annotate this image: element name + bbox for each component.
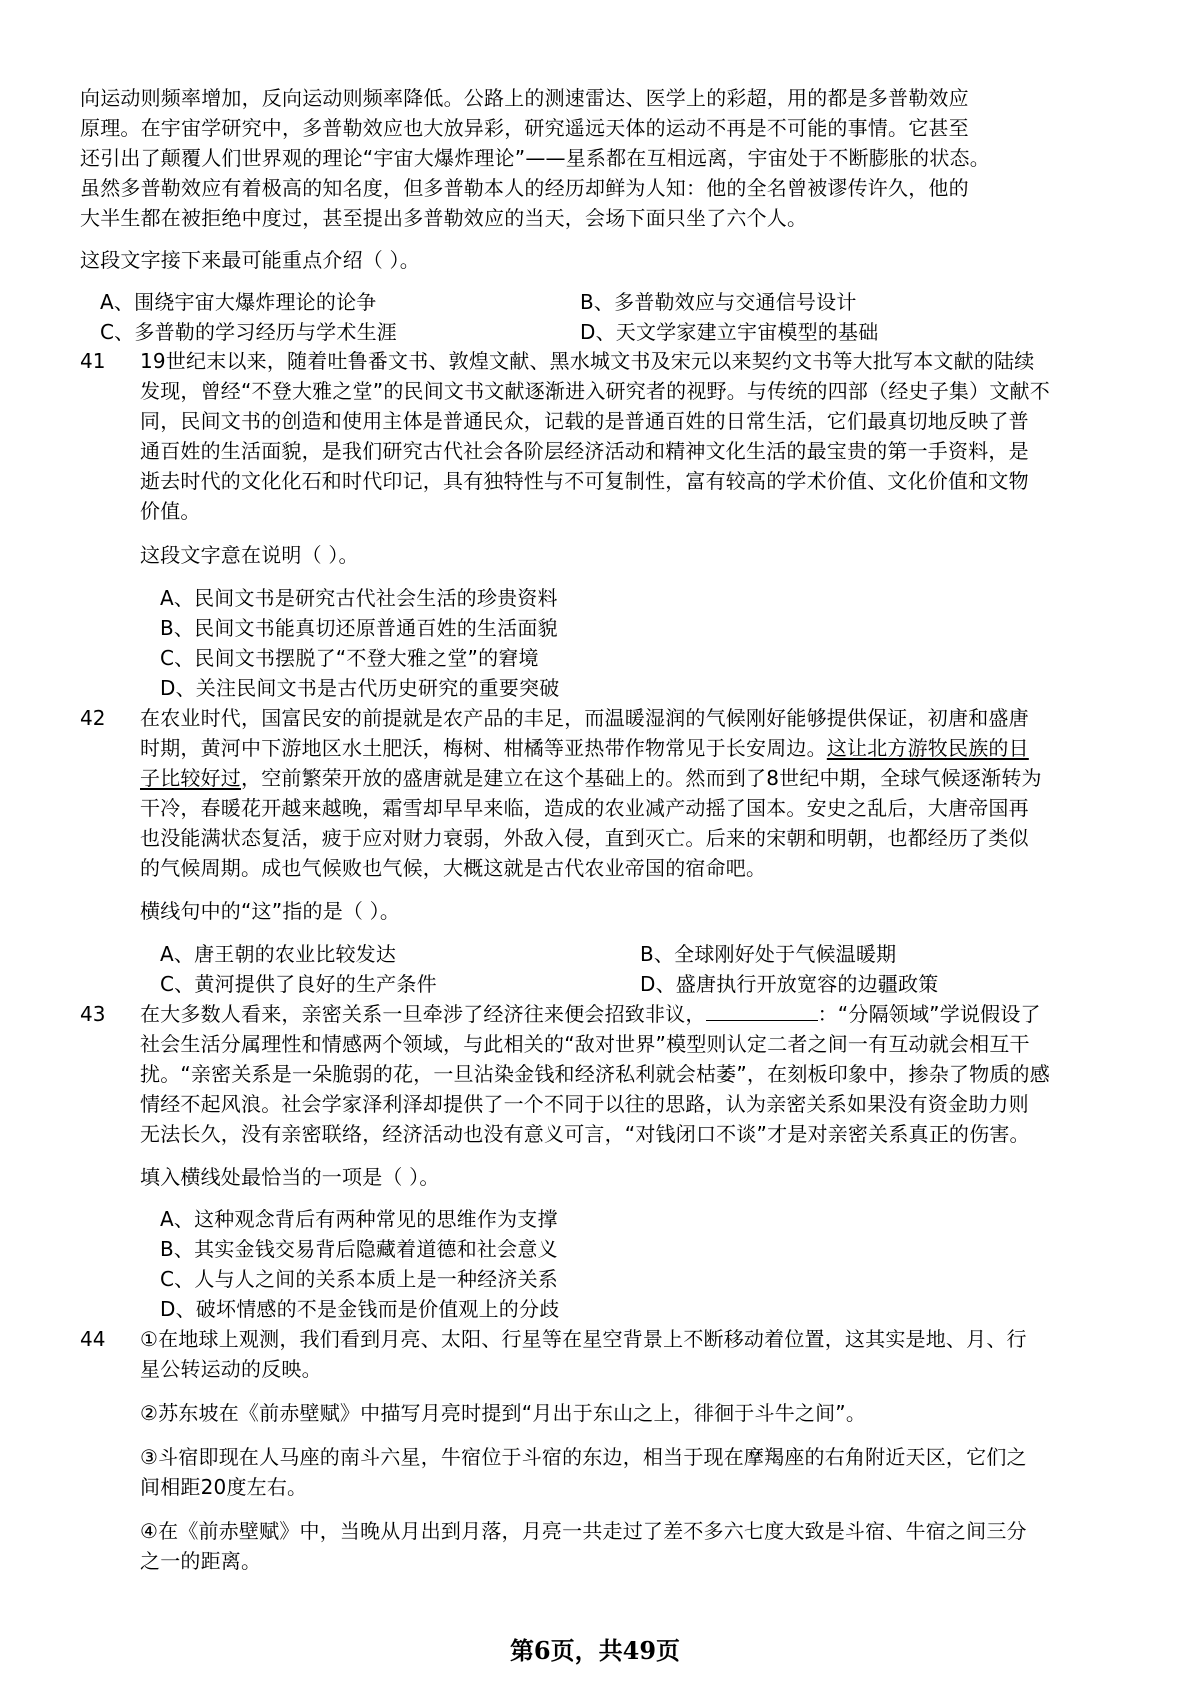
passage-line: 原理。在宇宙学研究中，多普勒效应也大放异彩，研究遥远天体的运动不再是不可能的事情。它甚至 [80,116,969,140]
passage-line: 社会生活分属理性和情感两个领域，与此相关的“敌对世界”模型则认定二者之间一有互动就会相互干 [140,1032,1030,1056]
option-a: A、围绕宇宙大爆炸理论的论争 [100,290,377,314]
option-a: A、唐王朝的农业比较发达 [160,942,397,966]
passage-line: 发现，曾经“不登大雅之堂”的民间文书文献逐渐进入研究者的视野。与传统的四部（经史子集）文献不 [140,379,1050,403]
option-a: A、民间文书是研究古代社会生活的珍贵资料 [160,586,558,610]
option-c: C、民间文书摆脱了“不登大雅之堂”的窘境 [160,646,539,670]
option-b: B、多普勒效应与交通信号设计 [580,290,857,314]
underlined-sentence: 这让北方游牧民族的日 [826,736,1029,760]
passage-line: 无法长久，没有亲密联络，经济活动也没有意义可言，“对钱闭口不谈”才是对亲密关系真正的伤害。 [140,1122,1030,1146]
sentence-1: 星公转运动的反映。 [140,1357,322,1381]
option-d: D、盛唐执行开放宽容的边疆政策 [640,972,939,996]
sentence-2: ②苏东坡在《前赤壁赋》中描写月亮时提到“月出于东山之上，徘徊于斗牛之间”。 [140,1401,867,1425]
passage-line: 通百姓的生活面貌，是我们研究古代社会各阶层经济活动和精神文化生活的最宝贵的第一手资料，是 [140,439,1029,463]
passage-line: 大半生都在被拒绝中度过，甚至提出多普勒效应的当天，会场下面只坐了六个人。 [80,206,808,230]
passage-line: 的气候周期。成也气候败也气候，大概这就是古代农业帝国的宿命吧。 [140,856,767,880]
question-number: 41 [80,349,106,373]
sentence-3: ③斗宿即现在人马座的南斗六星，牛宿位于斗宿的东边，相当于现在摩羯座的右角附近天区，它们之 [140,1445,1027,1469]
sentence-4: ④在《前赤壁赋》中，当晚从月出到月落，月亮一共走过了差不多六七度大致是斗宿、牛宿之间三分 [140,1519,1027,1543]
passage-line: 逝去时代的文化化石和时代印记，具有独特性与不可复制性，富有较高的学术价值、文化价值和文物 [140,469,1029,493]
passage-line: 19世纪末以来，随着吐鲁番文书、敦煌文献、黑水城文书及宋元以来契约文书等大批写本文献的陆续 [140,349,1035,373]
question-prompt: 填入横线处最恰当的一项是（ ）。 [140,1165,440,1189]
passage-line [140,734,1029,762]
passage-line: 扰。“亲密关系是一朵脆弱的花，一旦沾染金钱和经济私利就会枯萎”，在刻板印象中，掺杂了物质的感 [140,1062,1050,1086]
question-number: 44 [80,1327,106,1351]
option-c: C、人与人之间的关系本质上是一种经济关系 [160,1267,558,1291]
passage-line: 价值。 [140,499,201,523]
question-prompt: 横线句中的“这”指的是（ ）。 [140,899,401,923]
passage-line: 虽然多普勒效应有着极高的知名度，但多普勒本人的经历却鲜为人知：他的全名曾被谬传许久，他的 [80,176,969,200]
option-d: D、破坏情感的不是金钱而是价值观上的分歧 [160,1297,560,1321]
option-d: D、天文学家建立宇宙模型的基础 [580,320,879,344]
sentence-4: 之一的距离。 [140,1549,262,1573]
passage-text: 在大多数人看来，亲密关系一旦牵涉了经济往来便会招致非议， [140,1002,706,1026]
passage-line [140,1000,1041,1028]
passage-text: 时期，黄河中下游地区水土肥沃，梅树、柑橘等亚热带作物常见于长安周边。 [140,736,827,760]
passage-line: 还引出了颠覆人们世界观的理论“宇宙大爆炸理论”——星系都在互相远离，宇宙处于不断膨胀的状态。 [80,146,990,170]
option-c: C、黄河提供了良好的生产条件 [160,972,437,996]
passage-text: ：“分隔领域”学说假设了 [817,1002,1041,1026]
option-a: A、这种观念背后有两种常见的思维作为支撑 [160,1207,558,1231]
page-number: 第6页，共49页 [509,1636,681,1665]
passage-text: ，空前繁荣开放的盛唐就是建立在这个基础上的。然而到了8世纪中期，全球气候逐渐转为 [241,766,1042,790]
question-prompt: 这段文字意在说明（ ）。 [140,543,359,567]
passage-line: 情经不起风浪。社会学家泽利泽却提供了一个不同于以往的思路，认为亲密关系如果没有资金助力则 [140,1092,1029,1116]
option-b: B、民间文书能真切还原普通百姓的生活面貌 [160,616,558,640]
question-number: 43 [80,1002,106,1026]
option-c: C、多普勒的学习经历与学术生涯 [100,320,397,344]
sentence-1: ①在地球上观测，我们看到月亮、太阳、行星等在星空背景上不断移动着位置，这其实是地、月、行 [140,1327,1027,1351]
question-prompt: 这段文字接下来最可能重点介绍（ ）。 [80,248,420,272]
passage-line: 同，民间文书的创造和使用主体是普通民众，记载的是普通百姓的日常生活，它们最真切地反映了普 [140,409,1029,433]
passage-line: 干冷，春暖花开越来越晚，霜雪却早早来临，造成的农业减产动摇了国本。安史之乱后，大唐帝国再 [140,796,1029,820]
fill-blank [706,1000,818,1021]
option-b: B、其实金钱交易背后隐藏着道德和社会意义 [160,1237,558,1261]
underlined-sentence: 子比较好过 [140,766,241,790]
question-number: 42 [80,706,106,730]
passage-line: 向运动则频率增加，反向运动则频率降低。公路上的测速雷达、医学上的彩超，用的都是多普勒效应 [80,86,969,110]
option-d: D、关注民间文书是古代历史研究的重要突破 [160,676,560,700]
sentence-3: 间相距20度左右。 [140,1475,308,1499]
option-b: B、全球刚好处于气候温暖期 [640,942,897,966]
passage-line: 也没能满状态复活，疲于应对财力衰弱，外敌入侵，直到灭亡。后来的宋朝和明朝，也都经历了类似 [140,826,1029,850]
passage-line [140,764,1042,792]
passage-line: 在农业时代，国富民安的前提就是农产品的丰足，而温暖湿润的气候刚好能够提供保证，初唐和盛唐 [140,706,1029,730]
